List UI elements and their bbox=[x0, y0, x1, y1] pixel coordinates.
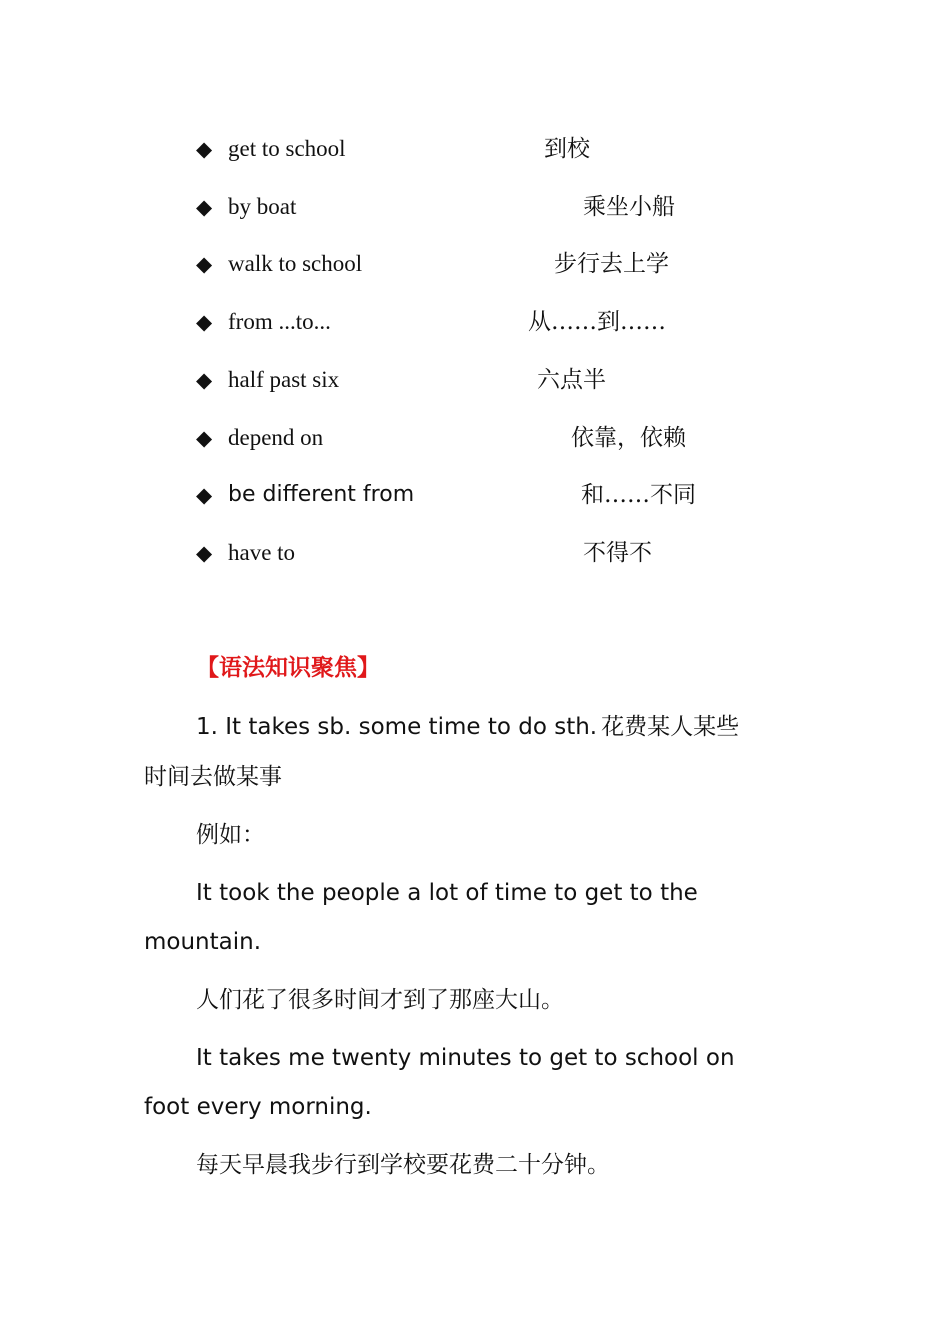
vocab-item bbox=[196, 133, 796, 167]
vocab-meaning: 不得不 bbox=[583, 540, 652, 566]
vocab-term: from ...to... bbox=[228, 309, 331, 334]
example-sentence-english: It takes me twenty minutes to get to school on bbox=[196, 1045, 735, 1071]
example-label: 例如： bbox=[196, 822, 265, 848]
vocab-item bbox=[196, 248, 796, 282]
vocab-term: have to bbox=[228, 540, 296, 565]
diamond-bullet-icon: ◆ bbox=[196, 368, 213, 392]
diamond-bullet-icon: ◆ bbox=[196, 252, 213, 276]
vocab-meaning: 和……不同 bbox=[581, 482, 696, 508]
vocab-meaning: 步行去上学 bbox=[554, 251, 669, 277]
vocab-term: half past six bbox=[228, 367, 340, 392]
diamond-bullet-icon: ◆ bbox=[196, 483, 213, 507]
vocab-term: by boat bbox=[228, 194, 297, 219]
vocab-meaning: 乘坐小船 bbox=[583, 194, 675, 220]
diamond-bullet-icon: ◆ bbox=[196, 195, 213, 219]
diamond-bullet-icon: ◆ bbox=[196, 137, 213, 161]
grammar-point-line bbox=[196, 710, 739, 747]
vocab-meaning: 六点半 bbox=[537, 367, 606, 393]
example-sentence-english-cont: mountain. bbox=[144, 929, 262, 955]
vocab-item bbox=[196, 306, 796, 340]
diamond-bullet-icon: ◆ bbox=[196, 310, 213, 334]
example-sentence-chinese: 每天早晨我步行到学校要花费二十分钟。 bbox=[196, 1152, 610, 1178]
vocab-term: depend on bbox=[228, 425, 324, 450]
vocab-item bbox=[196, 422, 796, 456]
diamond-bullet-icon: ◆ bbox=[196, 426, 213, 450]
vocab-item bbox=[196, 364, 796, 398]
vocab-term: walk to school bbox=[228, 251, 363, 276]
section-heading: 【语法知识聚焦】 bbox=[196, 655, 380, 681]
vocab-item bbox=[196, 479, 796, 513]
example-sentence-chinese: 人们花了很多时间才到了那座大山。 bbox=[196, 987, 564, 1013]
vocab-term: get to school bbox=[228, 136, 346, 161]
diamond-bullet-icon: ◆ bbox=[196, 541, 213, 565]
grammar-point-chinese-cont: 时间去做某事 bbox=[144, 764, 282, 790]
vocab-meaning: 到校 bbox=[544, 136, 590, 162]
example-sentence-english: It took the people a lot of time to get to the bbox=[196, 880, 698, 906]
vocab-item bbox=[196, 537, 796, 571]
vocab-term: be different from bbox=[228, 482, 415, 507]
grammar-point-english: 1. It takes sb. some time to do sth. bbox=[196, 714, 598, 740]
vocab-meaning: 依靠，依赖 bbox=[571, 425, 686, 451]
vocab-meaning: 从……到…… bbox=[528, 309, 666, 335]
vocab-item bbox=[196, 191, 796, 225]
example-sentence-english-cont: foot every morning. bbox=[144, 1094, 372, 1120]
grammar-point-chinese: 花费某人某些 bbox=[601, 714, 740, 740]
